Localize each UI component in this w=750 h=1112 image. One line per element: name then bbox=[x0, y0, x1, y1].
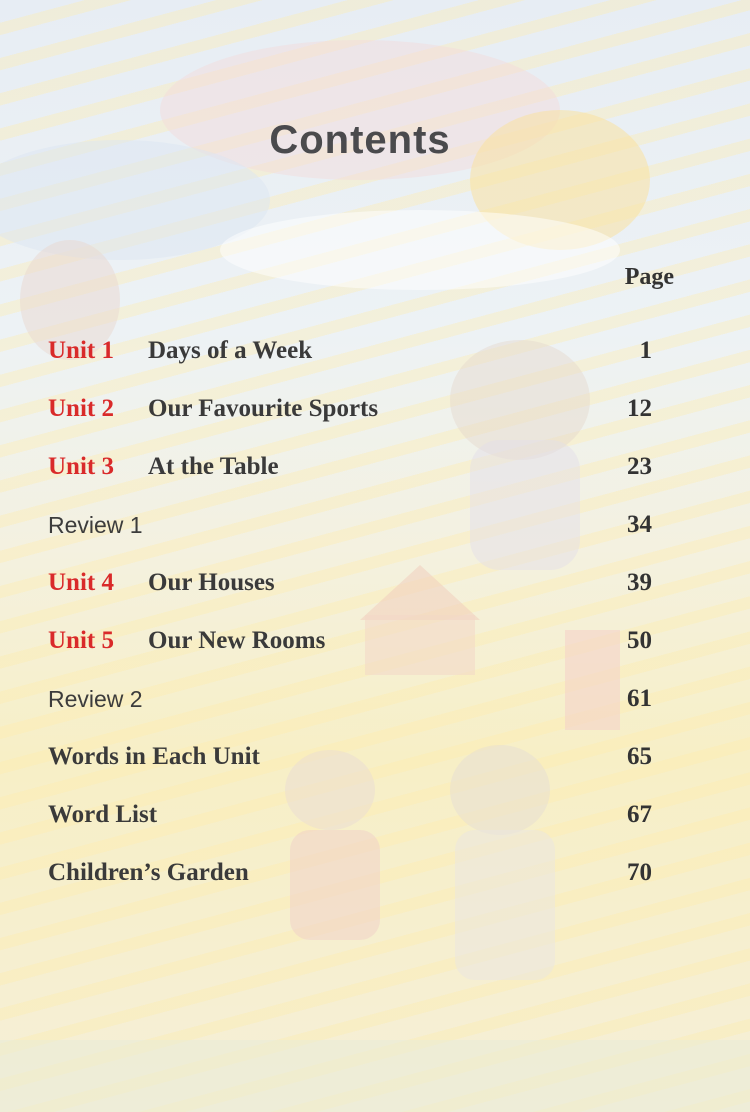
toc-entry-word-list[interactable] bbox=[48, 786, 652, 844]
toc-entry-review-1[interactable] bbox=[48, 496, 652, 554]
toc-entry-unit-1[interactable] bbox=[48, 322, 652, 380]
toc-entry-unit-3[interactable] bbox=[48, 438, 652, 496]
entry-title: Our Houses bbox=[148, 569, 275, 596]
unit-label: Unit 4 bbox=[48, 569, 114, 596]
page-number: 67 bbox=[627, 801, 652, 828]
page-title: Contents bbox=[269, 118, 451, 162]
page-number: 12 bbox=[627, 395, 652, 422]
page-number: 23 bbox=[627, 453, 652, 480]
entry-title: Words in Each Unit bbox=[48, 743, 260, 770]
unit-label: Unit 3 bbox=[48, 453, 114, 480]
toc-entry-childrens-garden[interactable] bbox=[48, 844, 652, 902]
page-number: 65 bbox=[627, 743, 652, 770]
unit-label: Unit 1 bbox=[48, 337, 114, 364]
toc-entry-review-2[interactable] bbox=[48, 670, 652, 728]
entry-title: Our New Rooms bbox=[148, 627, 326, 654]
table-of-contents bbox=[48, 322, 652, 902]
page-number: 70 bbox=[627, 859, 652, 886]
unit-label: Unit 5 bbox=[48, 627, 114, 654]
page-number: 39 bbox=[627, 569, 652, 596]
toc-entry-words-in-each-unit[interactable] bbox=[48, 728, 652, 786]
entry-title: Our Favourite Sports bbox=[148, 395, 379, 422]
entry-title: Children’s Garden bbox=[48, 859, 249, 886]
page-number: 50 bbox=[627, 627, 652, 654]
toc-entry-unit-5[interactable] bbox=[48, 612, 652, 670]
page-number: 61 bbox=[627, 685, 652, 712]
toc-entry-unit-4[interactable] bbox=[48, 554, 652, 612]
entry-title: Review 1 bbox=[48, 511, 143, 538]
unit-label: Unit 2 bbox=[48, 395, 114, 422]
entry-title: Word List bbox=[48, 801, 158, 828]
toc-entry-unit-2[interactable] bbox=[48, 380, 652, 438]
entry-title: Days of a Week bbox=[148, 337, 313, 364]
page-number: 34 bbox=[627, 511, 652, 538]
entry-title: At the Table bbox=[148, 453, 279, 480]
entry-title: Review 2 bbox=[48, 685, 143, 712]
page-column-label: Page bbox=[624, 264, 674, 290]
page-number: 1 bbox=[639, 337, 652, 364]
